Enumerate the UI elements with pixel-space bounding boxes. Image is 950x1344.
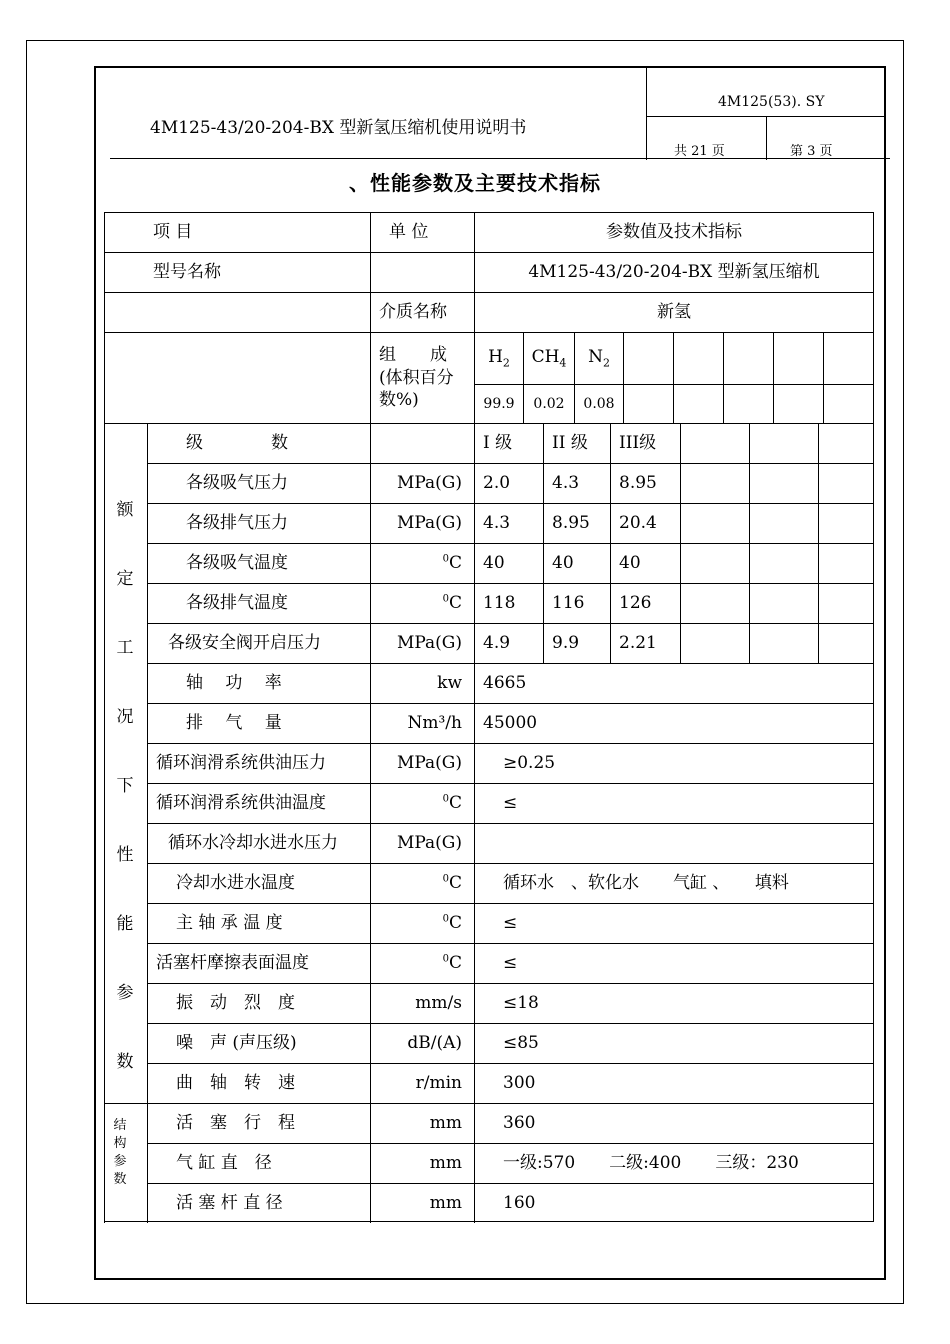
param-unit	[370, 903, 474, 943]
stage-row-value	[474, 463, 543, 503]
param-value-text: ≤	[503, 913, 518, 934]
stage-empty-cell	[818, 463, 873, 503]
stage-empty-cell	[749, 463, 818, 503]
stage-row-value	[474, 583, 543, 623]
unit-text	[443, 553, 462, 573]
unit-main: MPa(G)	[396, 753, 462, 774]
param-unit	[370, 823, 474, 863]
param-name-text: 循环润滑系统供油压力	[156, 753, 326, 774]
stage-row-value	[543, 463, 610, 503]
stage-row-value	[610, 583, 680, 623]
param-unit	[370, 663, 474, 703]
component-0-value-text: 99.9	[483, 395, 515, 412]
stage-header-2	[610, 423, 680, 463]
component-empty-cell	[673, 384, 723, 423]
component-0-symbol	[474, 332, 523, 384]
param-value-text: ≥0.25	[503, 753, 556, 774]
stage-header-0-text: I 级	[483, 433, 513, 454]
unit-text	[443, 873, 462, 893]
unit-main: C	[448, 953, 462, 974]
stage-empty-cell	[749, 583, 818, 623]
unit-superscript: 0	[442, 793, 449, 805]
stage-row-name	[147, 503, 370, 543]
stages-unit-empty	[370, 423, 474, 463]
component-empty-cell	[623, 384, 673, 423]
stage-row-unit	[370, 503, 474, 543]
stage-row-unit	[370, 463, 474, 503]
component-empty-cell	[773, 384, 823, 423]
param-name	[147, 1023, 370, 1063]
unit-superscript: 0	[442, 913, 449, 925]
medium-empty	[104, 292, 370, 332]
unit-text	[397, 513, 462, 533]
stage-header-2-text: III级	[619, 433, 657, 454]
page-total: 共 21 页	[674, 144, 725, 159]
rated-group-char: 数	[116, 1052, 134, 1072]
section-title: 、性能参数及主要技术指标	[349, 171, 601, 195]
unit-text	[397, 473, 462, 493]
stage-row-unit	[370, 583, 474, 623]
param-name-text: 轴 功 率	[186, 673, 282, 694]
model-value	[474, 252, 873, 292]
unit-main: mm	[429, 1153, 462, 1174]
stage-empty-cell	[680, 423, 749, 463]
param-value-text: 45000	[483, 713, 538, 734]
component-symbol-sub: 2	[602, 356, 610, 370]
medium-label	[370, 292, 474, 332]
unit-main: Nm³/h	[407, 713, 462, 734]
rated-group-char: 额	[116, 500, 134, 520]
stage-empty-cell	[818, 543, 873, 583]
param-name-text: 主 轴 承 温 度	[176, 913, 283, 934]
unit-text	[443, 913, 462, 933]
component-empty-cell	[723, 384, 773, 423]
component-symbol	[532, 347, 567, 370]
stage-row-value	[474, 503, 543, 543]
stage-empty-cell	[818, 623, 873, 663]
stage-row-name-text: 各级排气温度	[186, 593, 288, 614]
structure-name	[147, 1143, 370, 1183]
component-symbol-main: CH	[531, 347, 560, 368]
stage-empty-cell	[818, 583, 873, 623]
composition-label	[370, 332, 474, 423]
param-value	[474, 663, 873, 703]
unit-main: r/min	[415, 1073, 462, 1094]
unit-text	[443, 953, 462, 973]
structure-group-char: 参	[113, 1154, 127, 1169]
param-unit	[370, 983, 474, 1023]
stage-row-value	[543, 503, 610, 543]
header-value-text: 参数值及技术指标	[606, 222, 742, 243]
structure-value	[474, 1103, 873, 1143]
unit-text	[416, 1073, 462, 1093]
unit-text	[437, 673, 462, 693]
medium-value-text: 新氢	[657, 302, 691, 323]
composition-label-line: (体积百分	[379, 367, 454, 388]
component-symbol-sub: 4	[559, 356, 567, 370]
param-name	[147, 863, 370, 903]
structure-name-text: 活 塞 行 程	[176, 1113, 295, 1134]
unit-text	[408, 713, 463, 733]
stage-row-unit	[370, 543, 474, 583]
stage-row-unit	[370, 623, 474, 663]
structure-value	[474, 1183, 873, 1223]
stage-row-value-text: 116	[552, 593, 585, 614]
component-1-value-text: 0.02	[533, 395, 565, 412]
param-value	[474, 823, 873, 863]
stage-empty-cell	[749, 623, 818, 663]
unit-main: mm	[429, 1193, 462, 1214]
unit-main: MPa(G)	[396, 513, 462, 534]
stage-row-value-text: 40	[483, 553, 505, 574]
param-name	[147, 703, 370, 743]
param-value-text: ≤18	[503, 993, 539, 1014]
stage-row-value	[474, 543, 543, 583]
header-divider	[766, 116, 767, 160]
structure-value	[474, 1143, 873, 1183]
composition-label-line: 组 成	[379, 344, 447, 365]
param-value-text: 4665	[483, 673, 527, 694]
header-divider	[646, 68, 647, 160]
unit-main: MPa(G)	[396, 633, 462, 654]
stage-row-name-text: 各级吸气温度	[186, 553, 288, 574]
stage-empty-cell	[818, 503, 873, 543]
structure-name	[147, 1103, 370, 1143]
model-label	[104, 252, 370, 292]
unit-text	[397, 633, 462, 653]
component-symbol-sub: 2	[502, 356, 510, 370]
unit-superscript: 0	[442, 593, 449, 605]
structure-name	[147, 1183, 370, 1223]
unit-main: dB/(A)	[407, 1033, 462, 1054]
param-value-text: ≤85	[503, 1033, 539, 1054]
structure-unit	[370, 1183, 474, 1223]
param-unit	[370, 1023, 474, 1063]
structure-value-text: 160	[503, 1193, 536, 1214]
param-name-text: 曲 轴 转 速	[176, 1073, 295, 1094]
structure-group-char: 构	[113, 1136, 127, 1151]
param-name-text: 排 气 量	[186, 713, 282, 734]
stage-header-1	[543, 423, 610, 463]
stage-header-1-text: II 级	[552, 433, 588, 454]
component-symbol	[588, 347, 610, 370]
structure-value-text: 一级:570 二级:400 三级：230	[503, 1153, 799, 1174]
medium-value	[474, 292, 873, 332]
stage-row-value	[543, 583, 610, 623]
component-0-value	[474, 384, 523, 423]
stage-empty-cell	[680, 463, 749, 503]
header-item	[104, 212, 370, 252]
unit-main: C	[448, 593, 462, 614]
param-value-text: 循环水 、软化水 气缸 、 填料	[503, 873, 789, 894]
unit-text	[443, 593, 462, 613]
component-empty-cell	[623, 332, 673, 384]
param-unit	[370, 703, 474, 743]
stage-row-value-text: 126	[619, 593, 652, 614]
unit-main: C	[448, 913, 462, 934]
stages-label-text: 级 数	[186, 433, 288, 454]
unit-text	[415, 993, 462, 1013]
header-unit-text: 单 位	[389, 222, 429, 243]
param-value	[474, 783, 873, 823]
component-empty-cell	[723, 332, 773, 384]
structure-group-char: 数	[113, 1172, 127, 1187]
param-value-text: ≤	[503, 793, 518, 814]
structure-unit	[370, 1143, 474, 1183]
structure-value-text: 360	[503, 1113, 536, 1134]
stage-row-value	[610, 463, 680, 503]
component-symbol	[488, 347, 510, 370]
unit-main: C	[448, 873, 462, 894]
medium-label-text: 介质名称	[379, 302, 447, 323]
model-unit-empty	[370, 252, 474, 292]
stage-header-0	[474, 423, 543, 463]
param-value-text: ≤	[503, 953, 518, 974]
param-name-text: 振 动 烈 度	[176, 993, 295, 1014]
model-label-text: 型号名称	[153, 262, 221, 283]
rated-group-char: 工	[116, 638, 134, 658]
component-2-symbol	[574, 332, 623, 384]
param-value	[474, 863, 873, 903]
unit-main: C	[448, 793, 462, 814]
component-symbol-main: N	[588, 347, 603, 368]
structure-name-text: 气 缸 直 径	[176, 1153, 272, 1174]
unit-main: MPa(G)	[396, 473, 462, 494]
stage-row-value-text: 118	[483, 593, 516, 614]
stage-row-value-text: 40	[619, 553, 641, 574]
structure-name-text: 活 塞 杆 直 径	[176, 1193, 283, 1214]
unit-text	[430, 1193, 462, 1213]
document-code: 4M125(53). SY	[718, 94, 825, 110]
rated-group-char: 况	[116, 707, 134, 727]
stage-row-value-text: 2.21	[619, 633, 657, 654]
unit-superscript: 0	[442, 953, 449, 965]
param-value	[474, 943, 873, 983]
param-name-text: 噪 声 (声压级)	[176, 1033, 297, 1054]
stage-row-value-text: 4.3	[483, 513, 511, 534]
param-value	[474, 743, 873, 783]
stage-row-value-text: 2.0	[483, 473, 511, 494]
unit-main: mm	[429, 1113, 462, 1134]
unit-text	[397, 753, 462, 773]
stage-row-name	[147, 543, 370, 583]
component-2-value	[574, 384, 623, 423]
param-unit	[370, 1063, 474, 1103]
param-value	[474, 1063, 873, 1103]
stage-row-value-text: 4.3	[552, 473, 580, 494]
unit-main: MPa(G)	[396, 833, 462, 854]
component-1-value	[523, 384, 574, 423]
unit-main: C	[448, 553, 462, 574]
stage-empty-cell	[749, 543, 818, 583]
param-value	[474, 1023, 873, 1063]
param-name	[147, 903, 370, 943]
page-current: 第 3 页	[790, 144, 833, 159]
param-name	[147, 663, 370, 703]
param-value	[474, 903, 873, 943]
stage-empty-cell	[749, 423, 818, 463]
component-empty-cell	[823, 384, 873, 423]
param-name	[147, 983, 370, 1023]
param-unit	[370, 943, 474, 983]
model-value-text: 4M125-43/20-204-BX 型新氢压缩机	[528, 262, 820, 283]
structure-unit	[370, 1103, 474, 1143]
stage-row-value	[610, 623, 680, 663]
stage-row-value	[474, 623, 543, 663]
param-name	[147, 783, 370, 823]
structure-group-char: 结	[113, 1118, 127, 1133]
unit-text	[443, 793, 462, 813]
stages-label	[147, 423, 370, 463]
stage-row-value-text: 8.95	[552, 513, 590, 534]
component-empty-cell	[673, 332, 723, 384]
table-border	[104, 1221, 874, 1222]
unit-superscript: 0	[442, 553, 449, 565]
stage-row-name-text: 各级吸气压力	[186, 473, 288, 494]
rated-group-char: 下	[116, 776, 134, 796]
unit-main: mm/s	[415, 993, 462, 1014]
param-value-text: 300	[503, 1073, 536, 1094]
stage-empty-cell	[680, 583, 749, 623]
param-name	[147, 1063, 370, 1103]
component-empty-cell	[823, 332, 873, 384]
param-name-text: 循环润滑系统供油温度	[156, 793, 326, 814]
param-name	[147, 823, 370, 863]
unit-main: kw	[437, 673, 462, 694]
table-border	[873, 212, 874, 1222]
rated-group-char: 能	[116, 914, 134, 934]
header-unit	[370, 212, 474, 252]
unit-text	[397, 833, 462, 853]
stage-row-value-text: 20.4	[619, 513, 657, 534]
component-1-symbol	[523, 332, 574, 384]
param-value	[474, 983, 873, 1023]
unit-text	[407, 1033, 462, 1053]
stage-row-value-text: 40	[552, 553, 574, 574]
stage-empty-cell	[818, 423, 873, 463]
stage-row-value	[543, 623, 610, 663]
rated-group-char: 定	[116, 569, 134, 589]
param-unit	[370, 863, 474, 903]
param-value	[474, 703, 873, 743]
rated-group-char: 性	[116, 845, 134, 865]
stage-empty-cell	[680, 543, 749, 583]
param-name-text: 活塞杆摩擦表面温度	[156, 953, 309, 974]
rated-group-char: 参	[116, 983, 134, 1003]
stage-row-name	[147, 623, 370, 663]
unit-text	[430, 1113, 462, 1133]
stage-row-name	[147, 463, 370, 503]
stage-row-name-text: 各级排气压力	[186, 513, 288, 534]
component-empty-cell	[773, 332, 823, 384]
composition-label-line: 数%)	[379, 390, 419, 411]
stage-row-value	[610, 503, 680, 543]
unit-superscript: 0	[442, 873, 449, 885]
stage-row-value-text: 9.9	[552, 633, 580, 654]
stage-row-value	[543, 543, 610, 583]
stage-row-value-text: 8.95	[619, 473, 657, 494]
param-name-text: 循环水冷却水进水压力	[168, 833, 338, 854]
document-title: 4M125-43/20-204-BX 型新氢压缩机使用说明书	[150, 118, 527, 138]
param-unit	[370, 743, 474, 783]
component-2-value-text: 0.08	[583, 395, 615, 412]
stage-row-name	[147, 583, 370, 623]
param-unit	[370, 783, 474, 823]
stage-row-name-text: 各级安全阀开启压力	[168, 633, 321, 654]
stage-row-value-text: 4.9	[483, 633, 511, 654]
stage-empty-cell	[680, 623, 749, 663]
param-name-text: 冷却水进水温度	[176, 873, 295, 894]
unit-text	[430, 1153, 462, 1173]
header-item-text: 项 目	[153, 222, 193, 243]
stage-row-value	[610, 543, 680, 583]
header-bottom-rule	[110, 158, 890, 159]
component-symbol-main: H	[488, 347, 503, 368]
param-name	[147, 743, 370, 783]
stage-empty-cell	[749, 503, 818, 543]
stage-empty-cell	[680, 503, 749, 543]
header-value	[474, 212, 873, 252]
composition-empty	[104, 332, 370, 423]
param-name	[147, 943, 370, 983]
